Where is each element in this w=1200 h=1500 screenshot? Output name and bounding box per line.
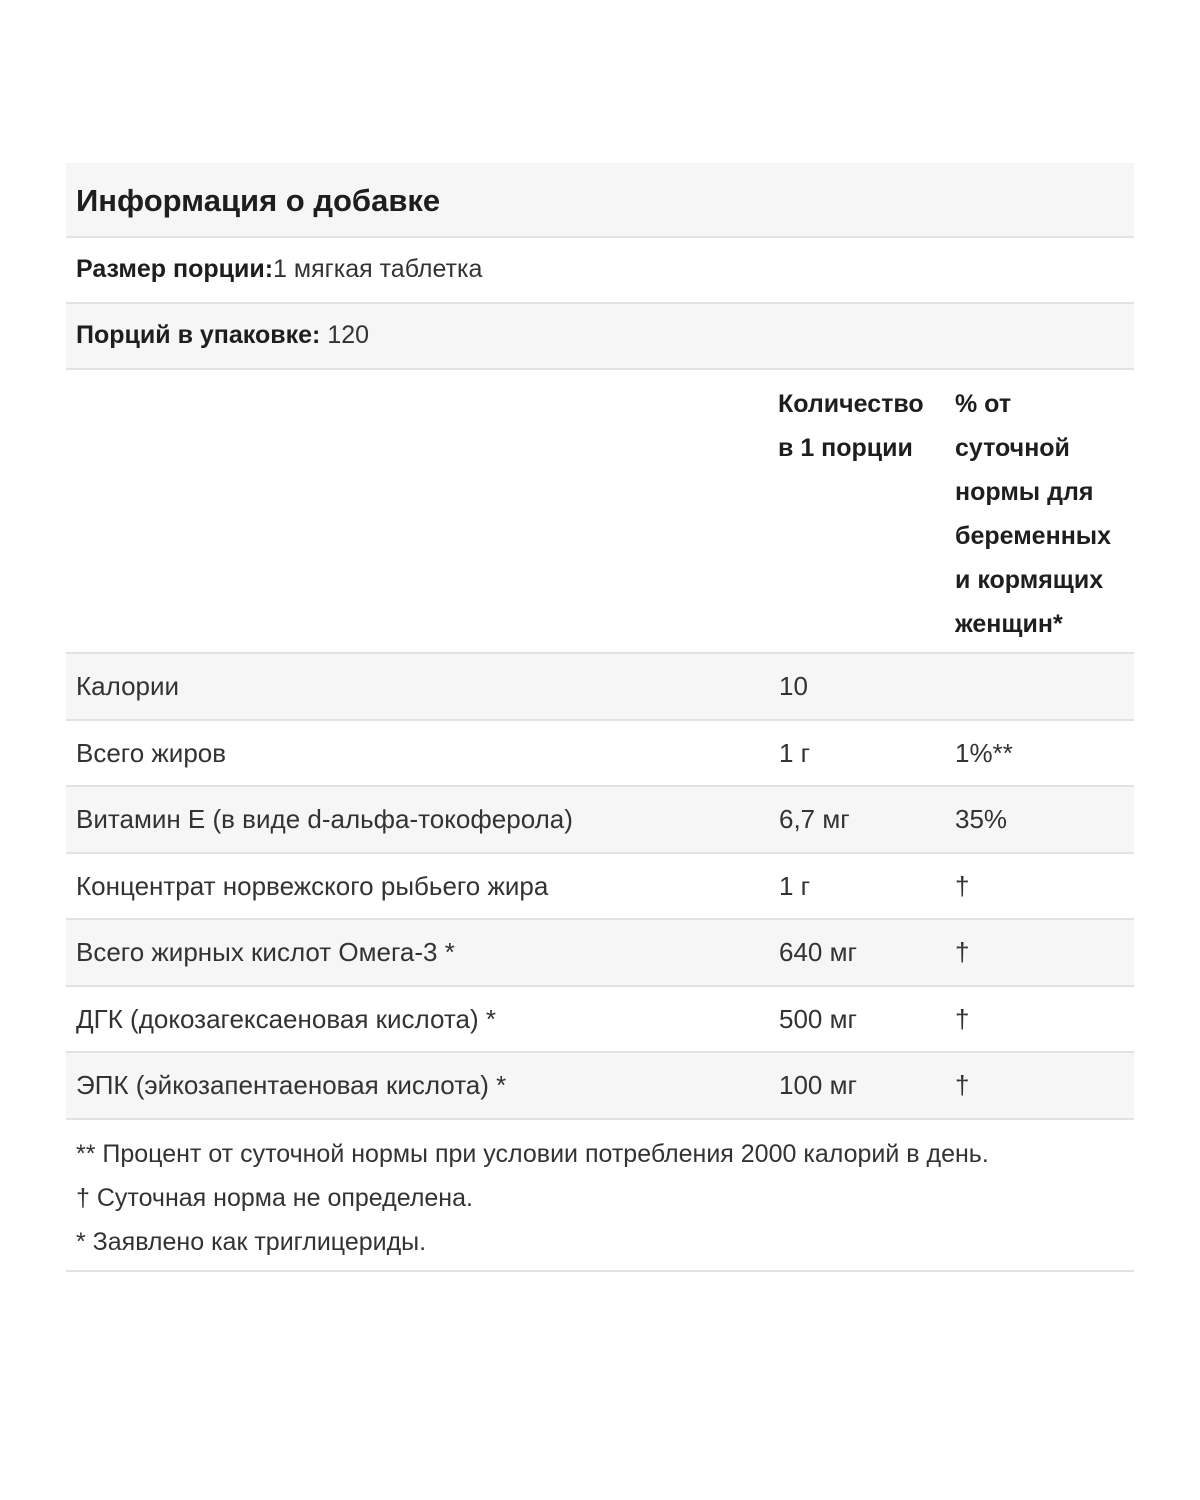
dv-header-line: нормы для [955,478,1094,506]
dv-header-line: беременных [955,522,1112,550]
table-row [66,787,1134,854]
dv-header-line: женщин* [955,610,1063,638]
footnote: * Заявлено как триглицериды. [76,1227,427,1256]
table-row [66,987,1134,1054]
table-row [66,721,1134,788]
nutrient-amount: 6,7 мг [779,804,850,834]
panel-title: Информация о добавке [76,183,441,218]
serving-size-value: 1 мягкая таблетка [273,255,483,283]
panel-title-row [66,163,1134,238]
nutrient-amount: 10 [779,671,808,701]
nutrient-amount: 500 мг [779,1003,857,1034]
serving-size-row [66,238,1134,304]
nutrient-name: ДГК (докозагексаеновая кислота) * [76,1003,496,1034]
dv-header-line: суточной [955,434,1070,462]
nutrient-daily-value: 1%** [955,737,1013,768]
footnote: ** Процент от суточной нормы при условии потребления 2000 калорий в день. [76,1139,989,1168]
servings-per-container-row [66,304,1134,370]
nutrient-daily-value: † [955,937,970,967]
table-row [66,920,1134,987]
nutrient-name: ЭПК (эйкозапентаеновая кислота) * [76,1070,507,1100]
nutrient-name: Витамин Е (в виде d-альфа-токоферола) [76,804,573,834]
nutrient-amount: 100 мг [779,1070,857,1100]
column-header-row [66,370,1134,654]
amount-per-serving-header [778,382,943,470]
nutrient-name: Всего жиров [76,737,227,768]
servings-per-container-label: Порций в упаковке: [76,321,321,349]
nutrient-amount: 1 г [779,737,811,768]
nutrient-name: Калории [76,671,180,701]
nutrient-amount: 1 г [779,870,811,901]
nutrient-name: Концентрат норвежского рыбьего жира [76,870,549,901]
footnote: † Суточная норма не определена. [76,1183,473,1212]
table-row [66,654,1134,721]
nutrient-amount: 640 мг [779,937,857,967]
nutrient-daily-value: † [955,870,970,901]
supplement-facts-panel [66,163,1134,1272]
amount-header-line: в 1 порции [778,434,913,462]
amount-header-line: Количество [778,390,924,418]
table-row [66,854,1134,921]
nutrient-daily-value: † [955,1070,970,1100]
nutrient-name: Всего жирных кислот Омега-3 * [76,937,455,967]
footnotes [66,1120,1134,1272]
serving-size-label: Размер порции: [76,255,274,283]
nutrient-daily-value: 35% [955,804,1008,834]
nutrient-daily-value: † [955,1003,970,1034]
daily-value-header [955,382,1133,646]
table-row [66,1053,1134,1120]
dv-header-line: и кормящих [955,566,1104,594]
servings-per-container-value: 120 [327,321,370,349]
dv-header-line: % от [955,390,1012,418]
